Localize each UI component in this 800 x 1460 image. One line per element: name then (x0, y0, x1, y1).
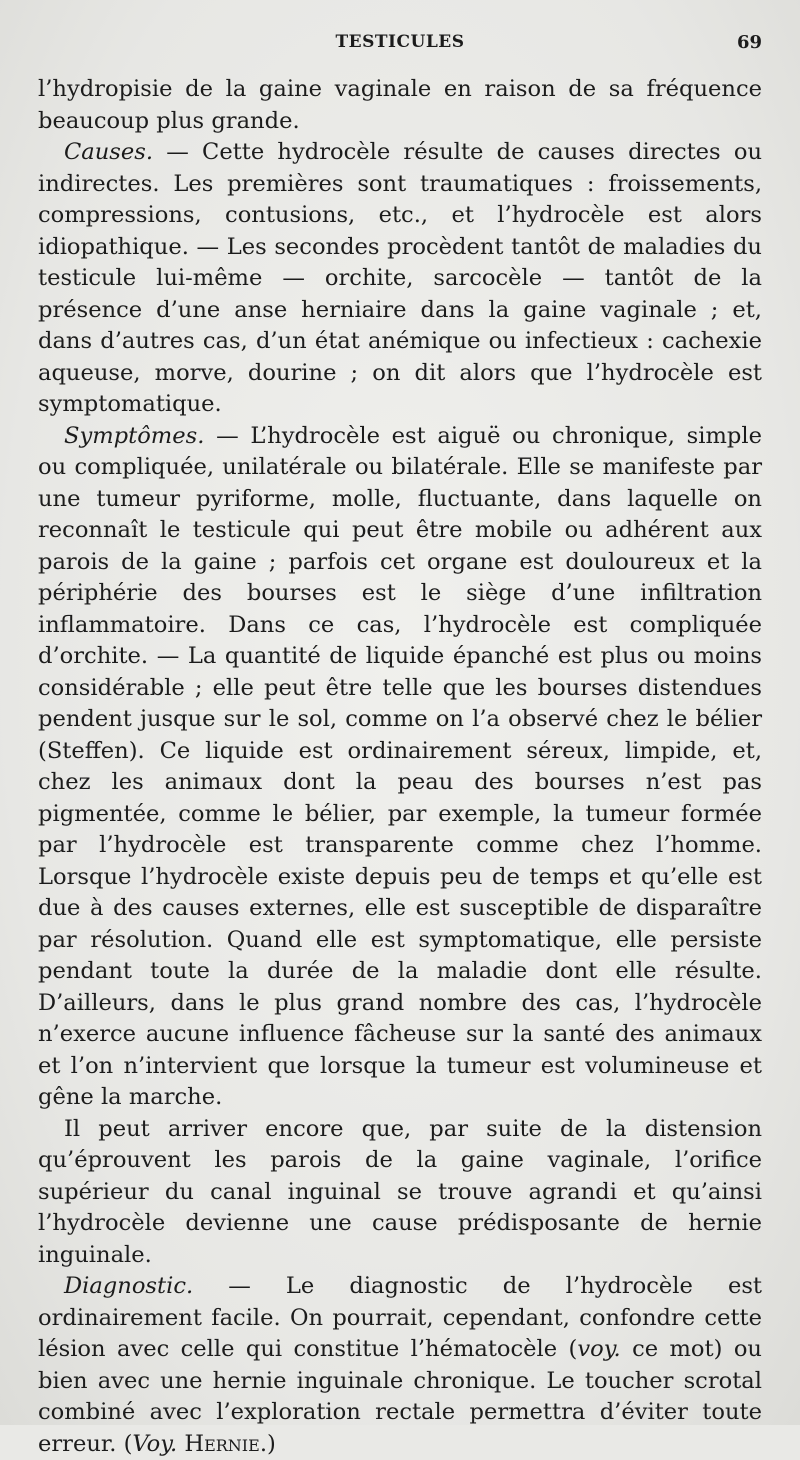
cross-reference-hernie: Hernie (184, 1430, 260, 1457)
paragraph-text: — Cette hydrocèle résulte de causes directes ou indirectes. Les premières sont traumatiques : froissements, compressions, contusions, etc., et l’hydrocèle est alors idiopathique. — Les secondes procèdent tantôt de maladies du testicule lui-même — orchite, sarcocèle — tantôt de la présence d’une anse herniaire dans la gaine vaginale ; et, dans d’autres cas, d’un état anémique ou infectieux : cachexie aqueuse, morve, dourine ; on dit alors que l’hydrocèle est symptomatique. (38, 139, 762, 417)
paragraph-text: — L’hydrocèle est aiguë ou chronique, simple ou compliquée, unilatérale ou bilatérale. Elle se manifeste par une tumeur pyriforme, molle, fluctuante, dans laquelle on reconnaît le testicule qui peut être mobile ou adhérent aux parois de la gaine ; parfois cet organe est douloureux et la périphérie des bourses est le siège d’une infiltration inflammatoire. Dans ce cas, l’hydrocèle est compliquée d’orchite. — La quantité de liquide épanché est plus ou moins considérable ; elle peut être telle que les bourses distendues pendent jusque sur le sol, comme on l’a observé chez le bélier (Steffen). Ce liquide est ordinairement séreux, limpide, et, chez les animaux dont la peau des bourses n’est pas pigmentée, comme le bélier, par exemple, la tumeur formée par l’hydrocèle est transparente comme chez l’homme. Lorsque l’hydrocèle existe depuis peu de temps et qu’elle est due à des causes externes, elle est susceptible de disparaître par résolution. Quand elle est symptomatique, elle persiste pendant toute la durée de la maladie dont elle résulte. D’ailleurs, dans le plus grand nombre des cas, l’hydrocèle n’exerce aucune influence fâcheuse sur la santé des animaux et l’on n’intervient que lorsque la tumeur est volumineuse et gêne la marche. (38, 422, 762, 1110)
cross-reference-voy: Voy. (132, 1430, 178, 1457)
paragraph-text: — Le diagnostic de l’hydrocèle est ordinairement facile. On pourrait, cependant, confondre cette lésion avec celle qui constitue l’hématocèle ( (38, 1273, 762, 1362)
section-heading-symptomes: Symptômes. (64, 422, 205, 449)
cross-reference-voy: voy. (577, 1336, 621, 1362)
paragraph-causes (38, 137, 762, 421)
running-head-title: TESTICULES (335, 32, 465, 52)
paragraph-hernie (38, 1114, 762, 1272)
paragraph-symptomes (38, 421, 762, 1114)
paragraph-text: Il peut arriver encore que, par suite de la distension qu’éprouvent les parois de la gaine vaginale, l’orifice supérieur du canal inguinal se trouve agrandi et qu’ainsi l’hydrocèle devienne une cause prédisposante de hernie inguinale. (38, 1115, 762, 1268)
body-text (38, 74, 762, 1460)
section-heading-causes: Causes. (64, 139, 154, 165)
page-number: 69 (736, 32, 762, 53)
paragraph-text: .) (259, 1430, 276, 1457)
section-heading-diagnostic: Diagnostic. (64, 1273, 194, 1299)
paragraph-text: ce mot) ou bien avec une hernie inguinale chronique. Le toucher scrotal combiné avec l’exploration rectale permettra d’éviter toute erreur. ( (38, 1336, 762, 1457)
running-head (38, 30, 762, 64)
paragraph-text: l’hydropisie de la gaine vaginale en raison de sa fréquence beaucoup plus grande. (38, 76, 762, 134)
paragraph-diagnostic (38, 1271, 762, 1460)
paragraph-hydropisie (38, 74, 762, 137)
book-page (38, 30, 762, 1460)
